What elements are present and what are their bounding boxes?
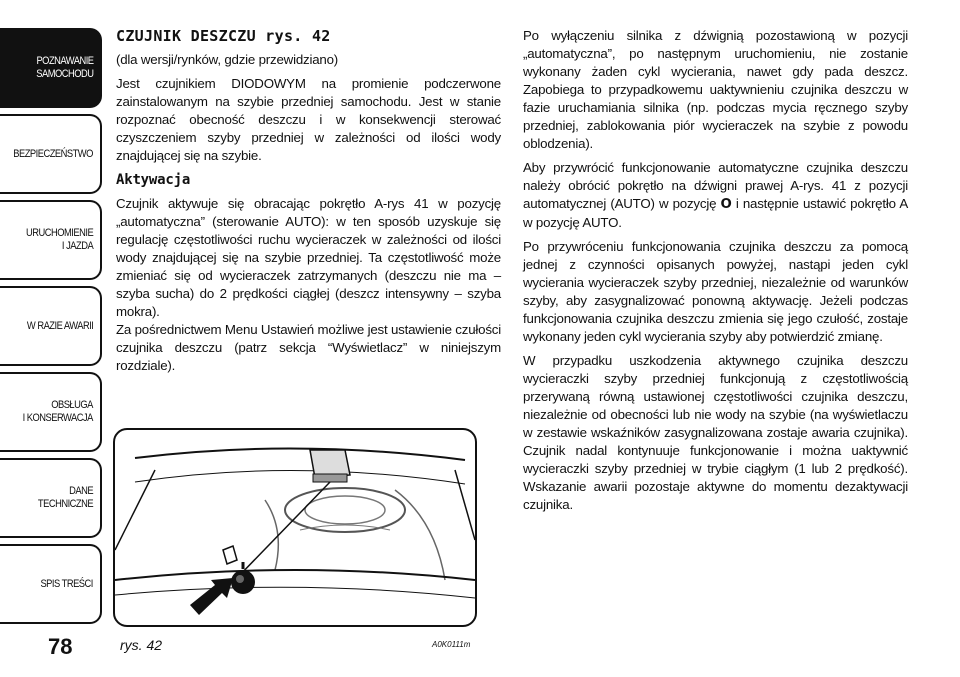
paragraph: Czujnik aktywuje się obracając pokrętło A-rys 41 w pozycję „automatyczna” (sterowanie AUTO): w ten sposób uzyskuje się regulację częstotliwości ruchu wycieraczek w zależności od ilości wody znajdującej się na szybie przedniej. Ta częstotliwość może zmieniać się od wycieraczek zatrzymanych (deszczu nie ma – szyba sucha) do 2 prędkości ciągłej (deszcz intensywny – szyba mokra). (116, 196, 501, 319)
figure-caption: rys. 42 (120, 637, 163, 653)
tab-obsluga-i-konserwacja[interactable]: OBSŁUGA I KONSERWACJA (0, 372, 102, 452)
section-subtitle: (dla wersji/rynków, gdzie przewidziano) (116, 52, 339, 67)
tab-dane-techniczne[interactable]: DANE TECHNICZNE (0, 458, 102, 538)
paragraph: Aby przywrócić funkcjonowanie automatyczne czujnika deszczu należy obrócić pokrętło na dźwigni prawej A-rys. 41 z pozycji automatycznej (AUTO) w pozycję O i następnie ustawić pokrętło A w pozycję AUTO. (523, 160, 908, 230)
paragraph: Po przywróceniu funkcjonowania czujnika deszczu za pomocą jednej z czynności opisanych powyżej, nastąpi jeden cykl wycierania wycieraczek szyby przedniej, niezależnie od warunków szyby, aby zasygnalizować ponowną aktywację. Jeżeli podczas funkcjonowania czujnika deszczu zmienia się jego czułość, zostaje wykonany jeden cykl wycierania szyby aby potwierdzić zmianę. (523, 239, 908, 344)
paragraph: Jest czujnikiem DIODOWYM na promienie podczerwone zainstalowanym na szybie przedniej samochodu. Jest w stanie rozpoznać obecność deszczu i w konsekwencji sterować czyszczeniem szyby przedniej w zależności od ilości wody znajdującej się na szybie. (116, 76, 501, 163)
paragraph: Za pośrednictwem Menu Ustawień możliwe jest ustawienie czułości czujnika deszczu (patrz sekcja “Wyświetlacz” w niniejszym rozdziale). (116, 322, 501, 373)
tab-poznawanie-samochodu[interactable]: POZNAWANIE SAMOCHODU (0, 28, 102, 108)
tab-uruchomienie-i-jazda[interactable]: URUCHOMIENIE I JAZDA (0, 200, 102, 280)
paragraph: W przypadku uszkodzenia aktywnego czujnika deszczu wycieraczki szyby przedniej funkcjonują z częstotliwością przerywaną równą ustawionej częstotliwości czujnika deszczu, niezależnie od obecności lub nie wody na szybie (na wyświetlaczu w zestawie wskaźników zasygnalizowana zostaje awaria czujnika). Czujnik nadal kontynuuje funkcjonowanie i można uaktywnić wycieraczki szyby przedniej w trybie ciągłym (1 lub 2 prędkość). Wskazanie awarii pozostaje aktywne do momentu dezaktywacji czujnika. (523, 353, 908, 512)
off-position-symbol: O (720, 197, 732, 212)
right-column (523, 27, 908, 520)
tab-w-razie-awarii[interactable]: W RAZIE AWARII (0, 286, 102, 366)
paragraph: Po wyłączeniu silnika z dźwignią pozostawioną w pozycji „automatyczna”, po następnym uruchomieniu, nie zostanie wykonany żaden cykl wycierania, nawet gdy pada deszcz. Zapobiega to przypadkowemu uaktywnieniu czujnika deszczu w fazie uruchamiania silnika (np. podczas mycia ręcznego szyby przedniej, zablokowania piór wycieraczek na szybie z powodu oblodzenia). (523, 28, 908, 151)
section-title: CZUJNIK DESZCZU rys. 42 (116, 27, 331, 45)
left-column (116, 27, 501, 381)
page-number: 78 (48, 634, 73, 659)
tab-spis-tresci[interactable]: SPIS TREŚCI (0, 544, 102, 624)
subsection-heading: Aktywacja (116, 172, 191, 188)
figure-rain-sensor (113, 428, 477, 627)
tab-bezpieczenstwo[interactable]: BEZPIECZEŃSTWO (0, 114, 102, 194)
windshield-illustration (115, 430, 475, 625)
figure-code: A0K0111m (432, 640, 471, 649)
